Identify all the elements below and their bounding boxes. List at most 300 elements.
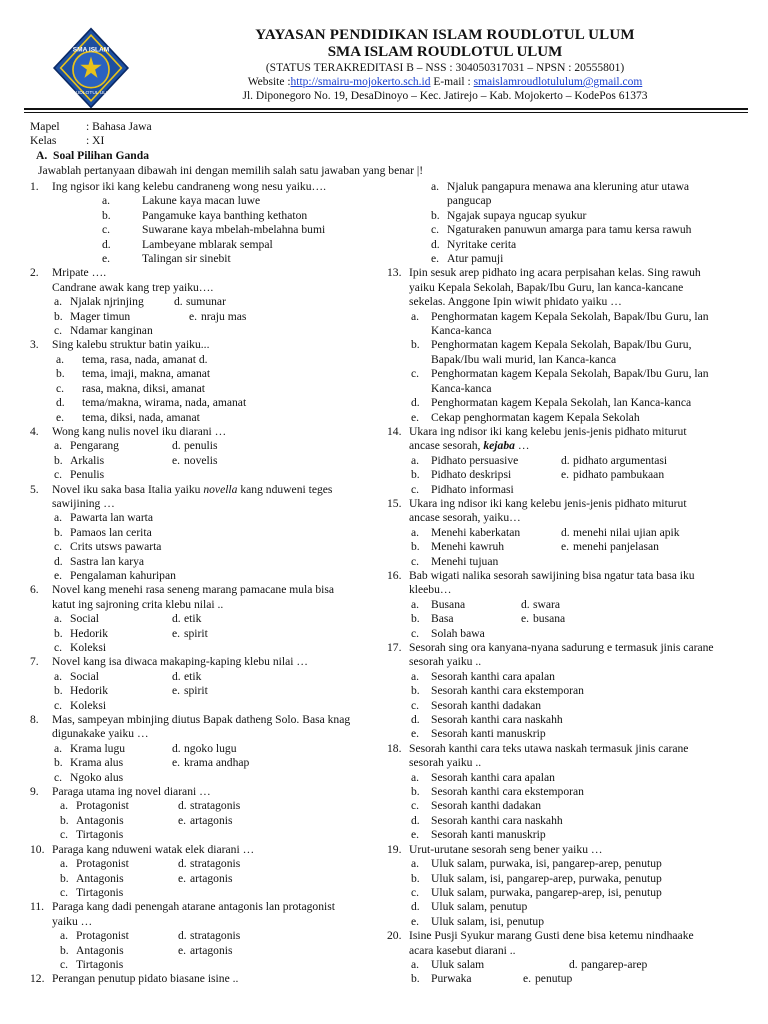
option-text: stratagonis <box>190 929 241 943</box>
answer-option[interactable] <box>178 872 233 886</box>
answer-option[interactable] <box>30 396 385 410</box>
answer-option[interactable] <box>387 367 747 381</box>
option-text: Uluk salam, purwaka, pangarep-arep, isi, penutup <box>431 885 662 899</box>
answer-option[interactable] <box>54 454 172 468</box>
answer-option[interactable] <box>387 324 747 338</box>
answer-option[interactable] <box>411 972 523 986</box>
option-letter: a. <box>60 929 69 943</box>
option-text: Pidhato deskripsi <box>431 468 512 482</box>
answer-option-row <box>30 699 385 713</box>
answer-option[interactable] <box>30 209 385 223</box>
option-text: Penghormatan kagem Kepala Sekolah, Bapak/Ibu Guru, <box>431 338 692 352</box>
option-letter <box>411 382 431 396</box>
option-letter: d. <box>561 453 570 467</box>
option-text: Protagonist <box>76 857 129 871</box>
answer-option[interactable] <box>387 771 747 785</box>
option-letter: b. <box>411 338 420 352</box>
answer-option[interactable] <box>387 223 747 237</box>
option-letter: c. <box>411 367 420 381</box>
option-letter: c. <box>54 641 63 654</box>
answer-option[interactable] <box>411 958 569 972</box>
answer-option[interactable] <box>387 857 747 871</box>
question-number: 8. <box>30 713 39 727</box>
question-right-8 <box>387 843 747 929</box>
question-text-cont: katut ing sajroning crita klebu nilai .. <box>52 597 224 611</box>
answer-option[interactable] <box>30 540 385 554</box>
option-letter: c. <box>102 223 111 237</box>
option-text: swara <box>533 597 561 611</box>
question-right-3 <box>387 425 747 497</box>
answer-option-row <box>30 468 385 482</box>
option-letter: b. <box>54 756 63 770</box>
answer-option[interactable] <box>54 699 172 713</box>
option-text: Hedorik <box>70 626 108 640</box>
answer-option[interactable] <box>411 555 561 569</box>
option-text: Protagonist <box>76 929 129 943</box>
option-letter: a. <box>54 439 63 453</box>
answer-option[interactable] <box>561 540 659 554</box>
question-stem <box>387 641 747 655</box>
answer-option[interactable] <box>60 944 178 958</box>
answer-option[interactable] <box>387 209 747 223</box>
question-number: 11. <box>30 900 45 914</box>
option-text: Njalak njrinjing <box>70 295 144 309</box>
answer-option-row <box>30 814 385 828</box>
question-left-12 <box>30 972 385 986</box>
question-number: 20. <box>387 929 402 943</box>
answer-option[interactable] <box>387 886 747 900</box>
option-text: pangucap <box>447 194 492 208</box>
option-text: Bapak/Ibu wali murid, lan Kanca-kanca <box>431 352 617 366</box>
option-text: Ngoko alus <box>70 770 124 784</box>
question-text: Novel kang isa diwaca makaping-kaping klebu nilai … <box>52 655 308 669</box>
option-text: menehi nilai ujian apik <box>573 525 680 539</box>
question-text: Sesorah sing ora kanyana-nyana sadurung e termasuk jinis carane <box>409 641 714 654</box>
answer-option-row <box>387 958 747 972</box>
answer-option[interactable] <box>387 252 747 266</box>
answer-option[interactable] <box>523 972 572 986</box>
option-letter: b. <box>411 785 420 799</box>
question-left-5 <box>30 483 385 584</box>
option-letter: e. <box>172 684 181 698</box>
answer-option-row <box>387 627 747 641</box>
header-rule-thick <box>24 108 748 110</box>
answer-option[interactable] <box>30 511 385 525</box>
answer-option[interactable] <box>387 814 747 828</box>
answer-option[interactable] <box>172 627 208 641</box>
answer-option[interactable] <box>387 828 747 842</box>
mapel-value: : Bahasa Jawa <box>86 120 152 133</box>
question-text: Ukara ing ndisor iki kang kelebu jenis-jenis pidhato miturut <box>409 496 687 510</box>
option-letter: e. <box>189 309 198 323</box>
answer-option[interactable] <box>387 411 747 425</box>
question-text-cont: Candrane awak kang trep yaiku…. <box>52 280 214 294</box>
question-text: Paraga kang nduweni watak elek diarani … <box>52 842 255 856</box>
letterhead-text <box>140 26 750 103</box>
option-text: Hedorik <box>70 684 108 698</box>
option-letter: a. <box>54 741 63 755</box>
option-letter: c. <box>54 698 63 712</box>
option-text: Pengarang <box>70 439 119 453</box>
option-text: Uluk salam, isi, pangarep-arep, purwaka, penutup <box>431 871 662 885</box>
answer-option[interactable] <box>411 483 561 497</box>
answer-option-row <box>30 944 385 958</box>
question-text-cont: sekelas. Anggone Ipin wiwit phidato yaiku … <box>409 295 622 309</box>
option-letter: e. <box>102 252 111 266</box>
answer-option-row <box>30 454 385 468</box>
question-number: 19. <box>387 842 402 856</box>
answer-option[interactable] <box>60 828 178 842</box>
answer-option-row <box>387 555 747 569</box>
answer-option[interactable] <box>411 627 521 641</box>
option-text: Penghormatan kagem Kepala Sekolah, lan Kanca-kanca <box>431 396 692 410</box>
question-stem <box>30 266 385 280</box>
option-text: Tirtagonis <box>76 828 124 842</box>
option-letter: a. <box>54 295 63 309</box>
option-letter: b. <box>411 540 420 554</box>
answer-option[interactable] <box>411 468 561 482</box>
answer-option[interactable] <box>387 699 747 713</box>
option-letter: d. <box>178 799 187 813</box>
answer-option[interactable] <box>60 929 178 943</box>
answer-option[interactable] <box>569 958 647 972</box>
option-text: Sastra lan karya <box>70 554 145 568</box>
option-letter: d. <box>172 439 181 453</box>
answer-option[interactable] <box>172 684 208 698</box>
question-right-1 <box>387 180 747 266</box>
question-text-cont: yaiku … <box>52 914 93 928</box>
option-text: Crits utsws pawarta <box>70 540 162 554</box>
answer-option[interactable] <box>54 756 172 770</box>
option-text: stratagonis <box>190 857 241 871</box>
option-letter: b. <box>56 367 65 381</box>
option-text: Mager timun <box>70 309 131 323</box>
question-number: 13. <box>387 266 402 280</box>
option-text: Pengalaman kahuripan <box>70 568 176 582</box>
answer-option[interactable] <box>387 180 747 194</box>
answer-option[interactable] <box>411 612 521 626</box>
answer-option-row <box>387 454 747 468</box>
question-text: Ing ngisor iki kang kelebu candraneng wong nesu yaiku…. <box>52 180 326 193</box>
question-number: 2. <box>30 266 39 280</box>
option-letter: c. <box>411 554 420 568</box>
answer-option[interactable] <box>172 756 249 770</box>
answer-option[interactable] <box>387 238 747 252</box>
option-letter: e. <box>178 871 187 885</box>
answer-option[interactable] <box>411 454 561 468</box>
option-letter: a. <box>411 770 420 784</box>
answer-option[interactable] <box>178 799 240 813</box>
option-text: Pidhato informasi <box>431 482 514 496</box>
option-text: Sesorah kanti manuskrip <box>431 828 546 842</box>
answer-option[interactable] <box>60 958 178 972</box>
kelas-label: Kelas <box>30 134 57 148</box>
option-text: ngoko lugu <box>184 741 237 755</box>
answer-option[interactable] <box>521 612 565 626</box>
mapel-label: Mapel <box>30 120 60 133</box>
answer-option[interactable] <box>30 353 385 367</box>
option-text: penulis <box>184 439 218 453</box>
answer-option-row <box>30 886 385 900</box>
question-stem <box>30 655 385 669</box>
email-link[interactable]: smaislamroudlotululum@gmail.com <box>473 76 643 88</box>
answer-option[interactable] <box>561 526 680 540</box>
option-text: Suwarane kaya mbelah-mbelahna bumi <box>142 223 326 237</box>
question-number: 14. <box>387 424 402 438</box>
option-text: Sesorah kanthi dadakan <box>431 799 542 813</box>
section-heading <box>36 149 149 163</box>
option-text: Nyritake cerita <box>447 237 517 251</box>
option-letter: c. <box>60 885 69 899</box>
answer-option-row <box>387 972 747 986</box>
question-right-2 <box>387 266 747 424</box>
answer-option[interactable] <box>54 439 172 453</box>
question-number: 17. <box>387 641 402 654</box>
questions-left-column <box>30 180 385 987</box>
answer-option[interactable] <box>387 713 747 727</box>
answer-option[interactable] <box>178 944 233 958</box>
option-text: etik <box>184 612 202 626</box>
answer-option[interactable] <box>54 641 172 655</box>
question-stem <box>30 972 385 986</box>
option-text: Talingan sir sinebit <box>142 252 231 266</box>
question-text-cont: ancase sesorah, kejaba … <box>409 439 530 453</box>
answer-option[interactable] <box>54 627 172 641</box>
answer-option[interactable] <box>387 310 747 324</box>
answer-option[interactable] <box>54 771 172 785</box>
answer-option[interactable] <box>60 886 178 900</box>
question-text-cont: sesorah yaiku .. <box>409 756 482 770</box>
option-text: Arkalis <box>70 453 105 467</box>
option-letter: e. <box>411 410 420 424</box>
option-text: Sesorah kanthi cara apalan <box>431 669 555 683</box>
answer-option[interactable] <box>30 194 385 208</box>
option-text: Social <box>70 669 99 683</box>
answer-option[interactable] <box>411 526 561 540</box>
answer-option[interactable] <box>60 799 178 813</box>
option-letter: c. <box>56 381 65 395</box>
question-stem <box>30 425 385 439</box>
answer-option[interactable] <box>60 857 178 871</box>
option-text: Uluk salam, purwaka, isi, pangarep-arep, penutup <box>431 857 662 871</box>
school-name: SMA ISLAM ROUDLOTUL ULUM <box>327 44 563 60</box>
answer-option[interactable] <box>54 324 174 338</box>
option-text: Ndamar kanginan <box>70 324 153 338</box>
option-letter: a. <box>411 597 420 611</box>
option-text: novelis <box>184 453 218 467</box>
answer-option[interactable] <box>54 295 174 309</box>
answer-option-row <box>30 684 385 698</box>
option-text: Cekap penghormatan kagem Kepala Sekolah <box>431 410 640 424</box>
answer-option[interactable] <box>30 382 385 396</box>
school-logo <box>50 27 132 109</box>
option-letter: b. <box>54 525 63 539</box>
answer-option[interactable] <box>54 742 172 756</box>
question-stem <box>387 497 747 511</box>
answer-option[interactable] <box>387 727 747 741</box>
option-letter: d. <box>411 396 420 410</box>
question-stem <box>387 929 747 943</box>
contact-line <box>140 75 750 89</box>
option-letter: a. <box>431 180 440 193</box>
option-letter: a. <box>56 352 65 366</box>
question-stem <box>30 785 385 799</box>
option-text: tema, imaji, makna, amanat <box>82 367 211 381</box>
option-text: Koleksi <box>70 641 107 654</box>
option-text: Pamaos lan cerita <box>70 525 152 539</box>
answer-option[interactable] <box>60 872 178 886</box>
answer-option[interactable] <box>387 872 747 886</box>
option-letter: b. <box>60 871 69 885</box>
option-text: Ngajak supaya ngucap syukur <box>447 208 587 222</box>
option-letter: a. <box>411 857 420 871</box>
answer-option[interactable] <box>387 338 747 352</box>
option-text: Tirtagonis <box>76 885 124 899</box>
answer-option[interactable] <box>54 468 172 482</box>
answer-option[interactable] <box>60 814 178 828</box>
question-stem <box>30 180 385 194</box>
option-text: Sesorah kanthi cara naskahh <box>431 713 563 727</box>
option-letter: b. <box>411 468 420 482</box>
answer-option-row <box>30 771 385 785</box>
option-letter: a. <box>54 511 63 525</box>
option-letter: b. <box>411 612 420 626</box>
question-left-7 <box>30 655 385 713</box>
option-text: Pawarta lan warta <box>70 511 154 525</box>
option-text: krama andhap <box>184 756 250 770</box>
answer-option[interactable] <box>411 598 521 612</box>
question-stem <box>30 483 385 497</box>
letterhead <box>0 0 768 110</box>
option-text: menehi panjelasan <box>573 540 659 554</box>
answer-option[interactable] <box>30 238 385 252</box>
answer-option-row <box>30 627 385 641</box>
answer-option[interactable] <box>172 742 237 756</box>
answer-option[interactable] <box>30 223 385 237</box>
answer-option[interactable] <box>411 540 561 554</box>
option-letter: e. <box>172 626 181 640</box>
option-letter: a. <box>60 857 69 871</box>
answer-option[interactable] <box>172 612 201 626</box>
question-right-9 <box>387 929 747 987</box>
question-text: Perangan penutup pidato biasane isine .. <box>52 972 239 986</box>
question-right-4 <box>387 497 747 569</box>
option-letter: b. <box>102 208 111 222</box>
answer-option[interactable] <box>189 310 246 324</box>
answer-option[interactable] <box>30 411 385 425</box>
answer-option-row <box>30 958 385 972</box>
answer-option[interactable] <box>178 814 233 828</box>
answer-option[interactable] <box>561 468 664 482</box>
exam-meta <box>30 120 152 149</box>
answer-option[interactable] <box>54 612 172 626</box>
answer-option[interactable] <box>172 670 201 684</box>
question-right-7 <box>387 742 747 843</box>
answer-option[interactable] <box>387 194 747 208</box>
answer-option[interactable] <box>521 598 560 612</box>
option-letter: d. <box>102 237 111 251</box>
option-letter: a. <box>411 669 420 683</box>
answer-option[interactable] <box>172 454 218 468</box>
option-letter: c. <box>60 957 69 971</box>
answer-option[interactable] <box>30 569 385 583</box>
option-text: Menehi kaberkatan <box>431 525 521 539</box>
answer-option-row <box>30 324 385 338</box>
option-letter: b. <box>60 943 69 957</box>
answer-option[interactable] <box>174 295 226 309</box>
answer-option[interactable] <box>54 670 172 684</box>
question-number: 16. <box>387 568 402 582</box>
question-number: 5. <box>30 482 39 496</box>
answer-option[interactable] <box>178 857 240 871</box>
option-letter <box>411 324 431 338</box>
answer-option[interactable] <box>387 900 747 914</box>
question-left-11 <box>30 900 385 972</box>
answer-option-row <box>30 310 385 324</box>
option-letter: c. <box>54 324 63 338</box>
answer-option[interactable] <box>178 929 240 943</box>
answer-option[interactable] <box>387 684 747 698</box>
answer-option[interactable] <box>30 526 385 540</box>
option-letter: d. <box>178 857 187 871</box>
answer-option[interactable] <box>387 396 747 410</box>
option-text: Antagonis <box>76 813 124 827</box>
answer-option[interactable] <box>54 310 189 324</box>
section-title: Soal Pilihan Ganda <box>53 149 150 162</box>
question-text: Sesorah kanthi cara teks utawa naskah termasuk jinis carane <box>409 741 689 755</box>
option-letter: c. <box>411 799 420 813</box>
answer-option-row <box>387 483 747 497</box>
question-number: 15. <box>387 496 402 510</box>
question-text-cont: sawijining … <box>52 496 115 510</box>
option-letter: e. <box>56 410 65 424</box>
option-letter: d. <box>411 713 420 727</box>
question-number: 10. <box>30 842 45 856</box>
option-text: Lakune kaya macan luwe <box>142 194 261 208</box>
answer-option[interactable] <box>387 915 747 929</box>
question-number: 6. <box>30 583 39 597</box>
answer-option[interactable] <box>54 684 172 698</box>
option-text: Protagonist <box>76 799 129 813</box>
option-text: pidhato pambukaan <box>573 468 665 482</box>
option-letter: c. <box>411 885 420 899</box>
answer-option[interactable] <box>172 439 218 453</box>
option-text: artagonis <box>190 813 233 827</box>
option-text: Lambeyane mblarak sempal <box>142 237 273 251</box>
option-letter: d. <box>561 525 570 539</box>
answer-option[interactable] <box>387 670 747 684</box>
answer-option-row <box>30 670 385 684</box>
website-link[interactable]: http://smairu-mojokerto.sch.id <box>290 76 431 88</box>
answer-option[interactable] <box>387 785 747 799</box>
answer-option[interactable] <box>30 252 385 266</box>
question-text: Bab wigati nalika sesorah sawijining bisa ngatur tata basa iku <box>409 568 695 582</box>
option-text: Penghormatan kagem Kepala Sekolah, Bapak/Ibu Guru, lan <box>431 309 709 323</box>
answer-option[interactable] <box>561 454 667 468</box>
question-text: Ipin sesuk arep pidhato ing acara perpisahan kelas. Sing rawuh <box>409 266 701 280</box>
option-letter: e. <box>411 914 420 928</box>
answer-option[interactable] <box>387 382 747 396</box>
answer-option[interactable] <box>30 367 385 381</box>
option-letter: b. <box>54 309 63 323</box>
instruction-text: Jawablah pertanyaan dibawah ini dengan memilih salah satu jawaban yang benar |! <box>38 164 424 177</box>
answer-option[interactable] <box>387 799 747 813</box>
answer-option[interactable] <box>30 555 385 569</box>
answer-option[interactable] <box>387 353 747 367</box>
option-letter: e. <box>411 828 420 842</box>
option-letter: d. <box>431 237 440 251</box>
option-text: Uluk salam, penutup <box>431 900 528 914</box>
